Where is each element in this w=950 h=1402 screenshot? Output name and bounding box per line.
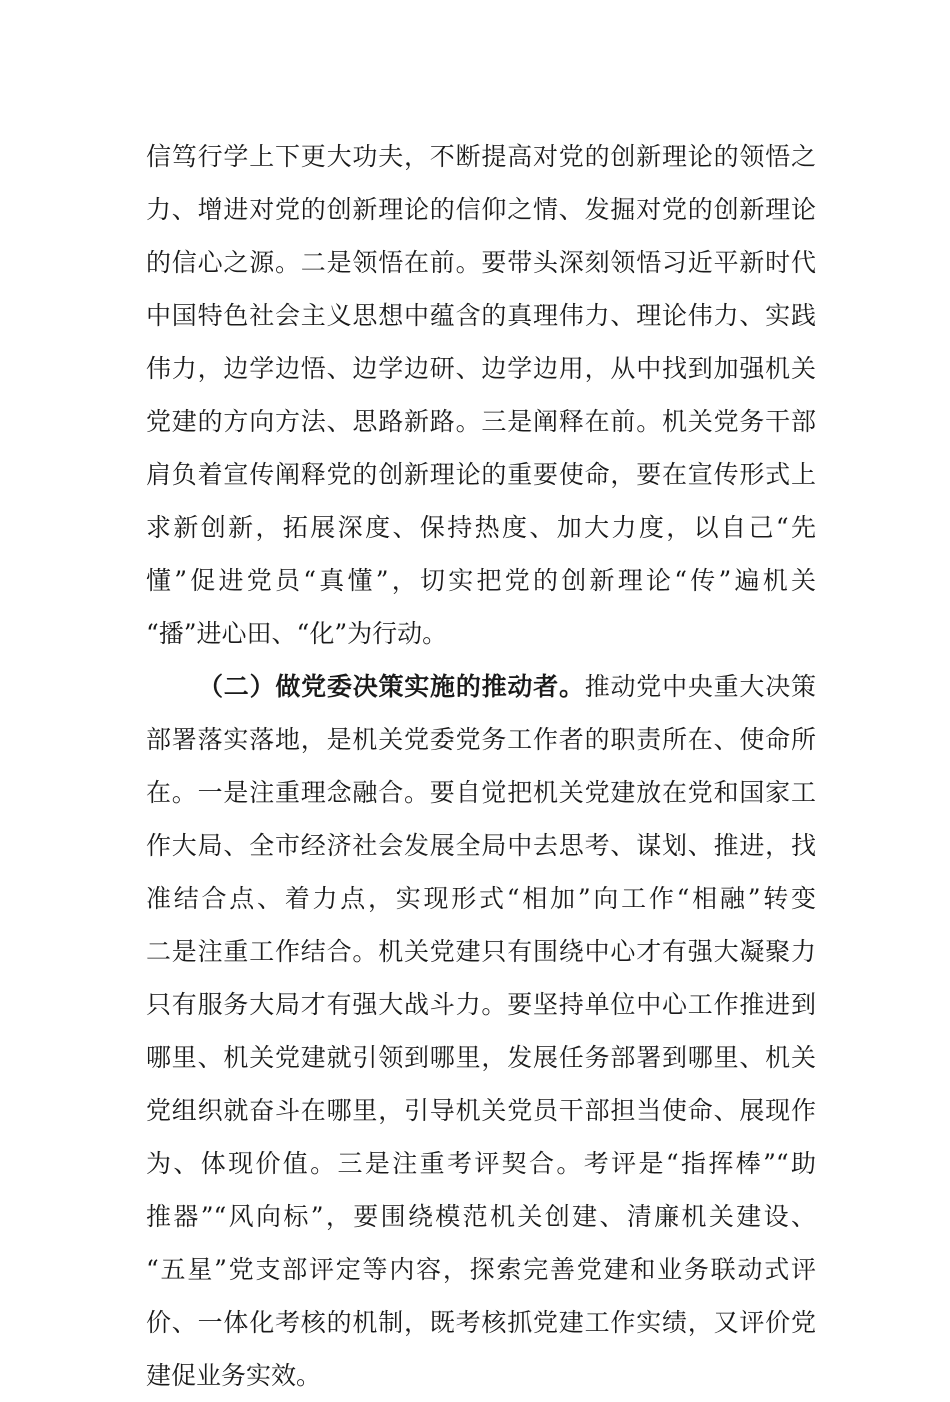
section-2-line-4: 作大局、全市经济社会发展全局中去思考、谋划、推进，找 [146, 831, 816, 860]
section-2-line-12: “五星”党支部评定等内容，探索完善党建和业务联动式评 [146, 1255, 816, 1284]
paragraph-line-5: 伟力，边学边悟、边学边研、边学边用，从中找到加强机关 [146, 354, 816, 383]
section-2-line-14: 建促业务实效。 [146, 1361, 322, 1390]
paragraph-line-1: 信笃行学上下更大功夫，不断提高对党的创新理论的领悟之 [146, 142, 816, 171]
paragraph-line-6: 党建的方向方法、思路新路。三是阐释在前。机关党务干部 [146, 407, 816, 436]
paragraph-line-2: 力、增进对党的创新理论的信仰之情、发掘对党的创新理论 [146, 195, 816, 224]
section-2-line-5: 准结合点、着力点，实现形式“相加”向工作“相融”转变 [146, 884, 816, 913]
section-2-line-3: 在。一是注重理念融合。要自觉把机关党建放在党和国家工 [146, 778, 816, 807]
paragraph-line-10: “播”进心田、“化”为行动。 [146, 619, 448, 648]
section-2-first-line [146, 660, 816, 713]
section-2-line-9: 党组织就奋斗在哪里，引导机关党员干部担当使命、展现作 [146, 1096, 816, 1125]
section-2-first-line-text: 推动党中央重大决策 [584, 672, 816, 701]
document-body [146, 130, 816, 1402]
section-2-line-8: 哪里、机关党建就引领到哪里，发展任务部署到哪里、机关 [146, 1043, 816, 1072]
section-2-line-13: 价、一体化考核的机制，既考核抓党建工作实绩，又评价党 [146, 1308, 816, 1337]
paragraph-line-3: 的信心之源。二是领悟在前。要带头深刻领悟习近平新时代 [146, 248, 816, 277]
paragraph-line-7: 肩负着宣传阐释党的创新理论的重要使命，要在宣传形式上 [146, 460, 816, 489]
paragraph-line-9: 懂”促进党员“真懂”，切实把党的创新理论“传”遍机关 [146, 566, 816, 595]
section-2-heading: （二）做党委决策实施的推动者。 [198, 672, 585, 701]
section-2-line-7: 只有服务大局才有强大战斗力。要坚持单位中心工作推进到 [146, 990, 816, 1019]
section-2-line-10: 为、体现价值。三是注重考评契合。考评是“指挥棒”“助 [146, 1149, 816, 1178]
paragraph-line-8: 求新创新，拓展深度、保持热度、加大力度，以自己“先 [146, 513, 816, 542]
section-2-line-6: 二是注重工作结合。机关党建只有围绕中心才有强大凝聚力 [146, 937, 816, 966]
section-2-line-11: 推器”“风向标”，要围绕模范机关创建、清廉机关建设、 [146, 1202, 816, 1231]
paragraph-line-4: 中国特色社会主义思想中蕴含的真理伟力、理论伟力、实践 [146, 301, 816, 330]
section-2-line-2: 部署落实落地，是机关党委党务工作者的职责所在、使命所 [146, 725, 816, 754]
